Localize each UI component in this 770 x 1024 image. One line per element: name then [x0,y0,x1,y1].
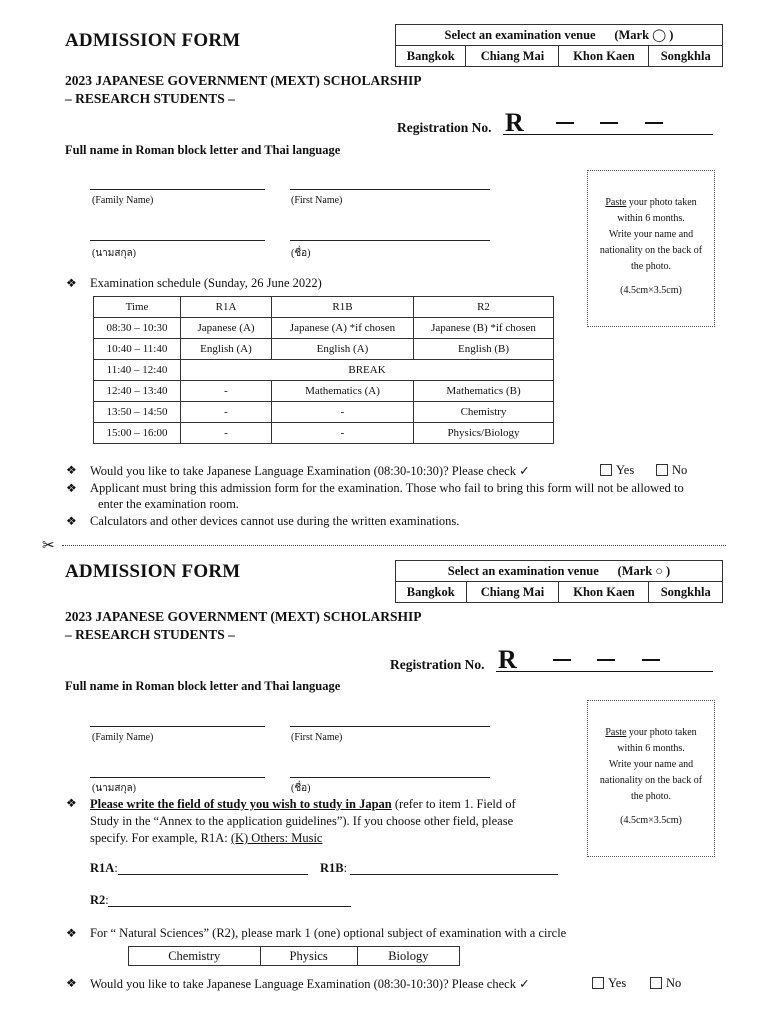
venue-option-bangkok[interactable]: Bangkok [396,582,467,603]
table-row: 11:40 – 12:40 BREAK [94,360,554,381]
subject-option-chemistry[interactable]: Chemistry [129,947,261,966]
form2-reg-label: Registration No. [390,657,485,672]
japanese-exam-question: Would you like to take Japanese Language Examination (08:30-10:30)? Please check ✓ [90,977,530,991]
checkbox-icon[interactable] [656,464,668,476]
form2-no-option[interactable]: No [650,976,681,991]
table-row: 15:00 – 16:00 - - Physics/Biology [94,423,554,444]
table-row: 13:50 – 14:50 - - Chemistry [94,402,554,423]
reg-dash [645,122,663,124]
note-bring-form: Applicant must bring this admission form for the examination. Those who fail to bring this form will not be allowed to [90,481,684,495]
r2-field[interactable] [108,906,351,907]
form1-venue-table [395,24,723,67]
schedule-label: Examination schedule (Sunday, 26 June 2022) [90,276,322,290]
checkbox-icon[interactable] [592,977,604,989]
form2-first-name-field[interactable] [290,726,490,727]
subject-option-physics[interactable]: Physics [260,947,357,966]
venue-option-khon-kaen[interactable]: Khon Kaen [559,46,649,67]
r1b-field[interactable] [350,874,558,875]
table-row: 12:40 – 13:40 - Mathematics (A) Mathematics (B) [94,381,554,402]
form1-name-heading: Full name in Roman block letter and Thai language [65,143,341,157]
note-calculators: Calculators and other devices cannot use during the written examinations. [90,514,460,528]
checkbox-icon[interactable] [600,464,612,476]
reg-dash [642,659,660,661]
family-name-label: (Family Name) [92,732,154,743]
form1-no-option[interactable]: No [656,463,687,478]
form2-venue-table [395,560,723,603]
diamond-bullet-icon: ❖ [66,514,77,528]
form2-name-heading: Full name in Roman block letter and Thai language [65,679,341,693]
schedule-table [93,296,554,444]
table-row: 08:30 – 10:30 Japanese (A) Japanese (A) *if chosen Japanese (B) *if chosen [94,318,554,339]
form1-photo-box[interactable]: Paste your photo taken within 6 months. Write your name and nationality on the back of the photo. (4.5cm×3.5cm) [587,170,715,327]
r2-label: R2: [90,893,109,907]
scissors-icon: ✂ [42,538,55,554]
r1a-field[interactable] [118,874,308,875]
optional-subject-table [128,946,460,966]
table-header: R2 [414,297,554,318]
venue-option-khon-kaen[interactable]: Khon Kaen [559,582,649,603]
venue-option-bangkok[interactable]: Bangkok [396,46,466,67]
diamond-bullet-icon: ❖ [66,463,77,477]
venue-header: Select an examination venue (Mark ◯ ) [396,25,723,46]
form1-yes-option[interactable]: Yes [600,463,634,478]
form2-thai-family-field[interactable] [90,777,265,778]
natural-sciences-instruction: For “ Natural Sciences” (R2), please mark 1 (one) optional subject of examination with a circle [90,926,567,940]
first-name-label: (First Name) [291,195,343,206]
table-header: R1B [272,297,414,318]
venue-header: Select an examination venue (Mark ○ ) [396,561,723,582]
diamond-bullet-icon: ❖ [66,481,77,495]
form2-photo-box[interactable]: Paste your photo taken within 6 months. Write your name and nationality on the back of the photo. (4.5cm×3.5cm) [587,700,715,857]
field-example: (K) Others: Music [230,831,323,845]
form1-thai-first-field[interactable] [290,240,490,241]
thai-family-label: (นามสกุล) [92,248,136,259]
reg-dash [597,659,615,661]
thai-first-label: (ชื่อ) [291,783,311,794]
form2-reg-number-field[interactable] [496,671,713,672]
field-of-study-instructions: Please write the field of study you wish to study in Japan (refer to item 1. Field of Study in the “Annex to the application guidelines”). If you choose other field, please specify. For example, R1A: (K) Others: Music [90,797,516,845]
note-bring-form-cont: enter the examination room. [98,497,239,511]
thai-family-label: (นามสกุล) [92,783,136,794]
form2-yes-option[interactable]: Yes [592,976,626,991]
checkbox-icon[interactable] [650,977,662,989]
field-instruction-bold: Please write the field of study you wish to study in Japan [90,797,392,811]
subject-option-biology[interactable]: Biology [357,947,459,966]
form2-family-name-field[interactable] [90,726,265,727]
reg-dash [600,122,618,124]
reg-dash [553,659,571,661]
table-header: R1A [181,297,272,318]
venue-option-chiang-mai[interactable]: Chiang Mai [466,46,559,67]
cut-line [62,545,726,546]
venue-option-songkhla[interactable]: Songkhla [649,582,723,603]
form1-reg-number-field[interactable] [503,134,713,135]
venue-option-songkhla[interactable]: Songkhla [649,46,723,67]
break-cell: BREAK [181,360,554,381]
r1a-label: R1A: [90,861,118,875]
form1-scholarship-title: 2023 JAPANESE GOVERNMENT (MEXT) SCHOLARSHIP [65,73,422,88]
form1-scholarship-sub: – RESEARCH STUDENTS – [65,91,235,106]
table-header: Time [94,297,181,318]
paste-word: Paste [605,727,627,738]
form1-family-name-field[interactable] [90,189,265,190]
form1-title: ADMISSION FORM [65,30,241,51]
r1b-label: R1B: [320,861,348,875]
form1-reg-label: Registration No. [397,120,492,135]
diamond-bullet-icon: ❖ [66,926,77,940]
form1-first-name-field[interactable] [290,189,490,190]
form2-title: ADMISSION FORM [65,561,241,582]
paste-word: Paste [605,197,627,208]
diamond-bullet-icon: ❖ [66,976,77,990]
form2-reg-prefix: R [498,645,517,674]
thai-first-label: (ชื่อ) [291,248,311,259]
venue-option-chiang-mai[interactable]: Chiang Mai [466,582,559,603]
form1-reg-prefix: R [505,108,524,137]
diamond-bullet-icon: ❖ [66,276,77,290]
table-row: 10:40 – 11:40 English (A) English (A) English (B) [94,339,554,360]
reg-dash [556,122,574,124]
form1-thai-family-field[interactable] [90,240,265,241]
family-name-label: (Family Name) [92,195,154,206]
diamond-bullet-icon: ❖ [66,796,77,810]
first-name-label: (First Name) [291,732,343,743]
japanese-exam-question: Would you like to take Japanese Language Examination (08:30-10:30)? Please check ✓ [90,464,530,478]
form2-scholarship-title: 2023 JAPANESE GOVERNMENT (MEXT) SCHOLARSHIP [65,609,422,624]
form2-scholarship-sub: – RESEARCH STUDENTS – [65,627,235,642]
form2-thai-first-field[interactable] [290,777,490,778]
table-header-row [94,297,554,318]
